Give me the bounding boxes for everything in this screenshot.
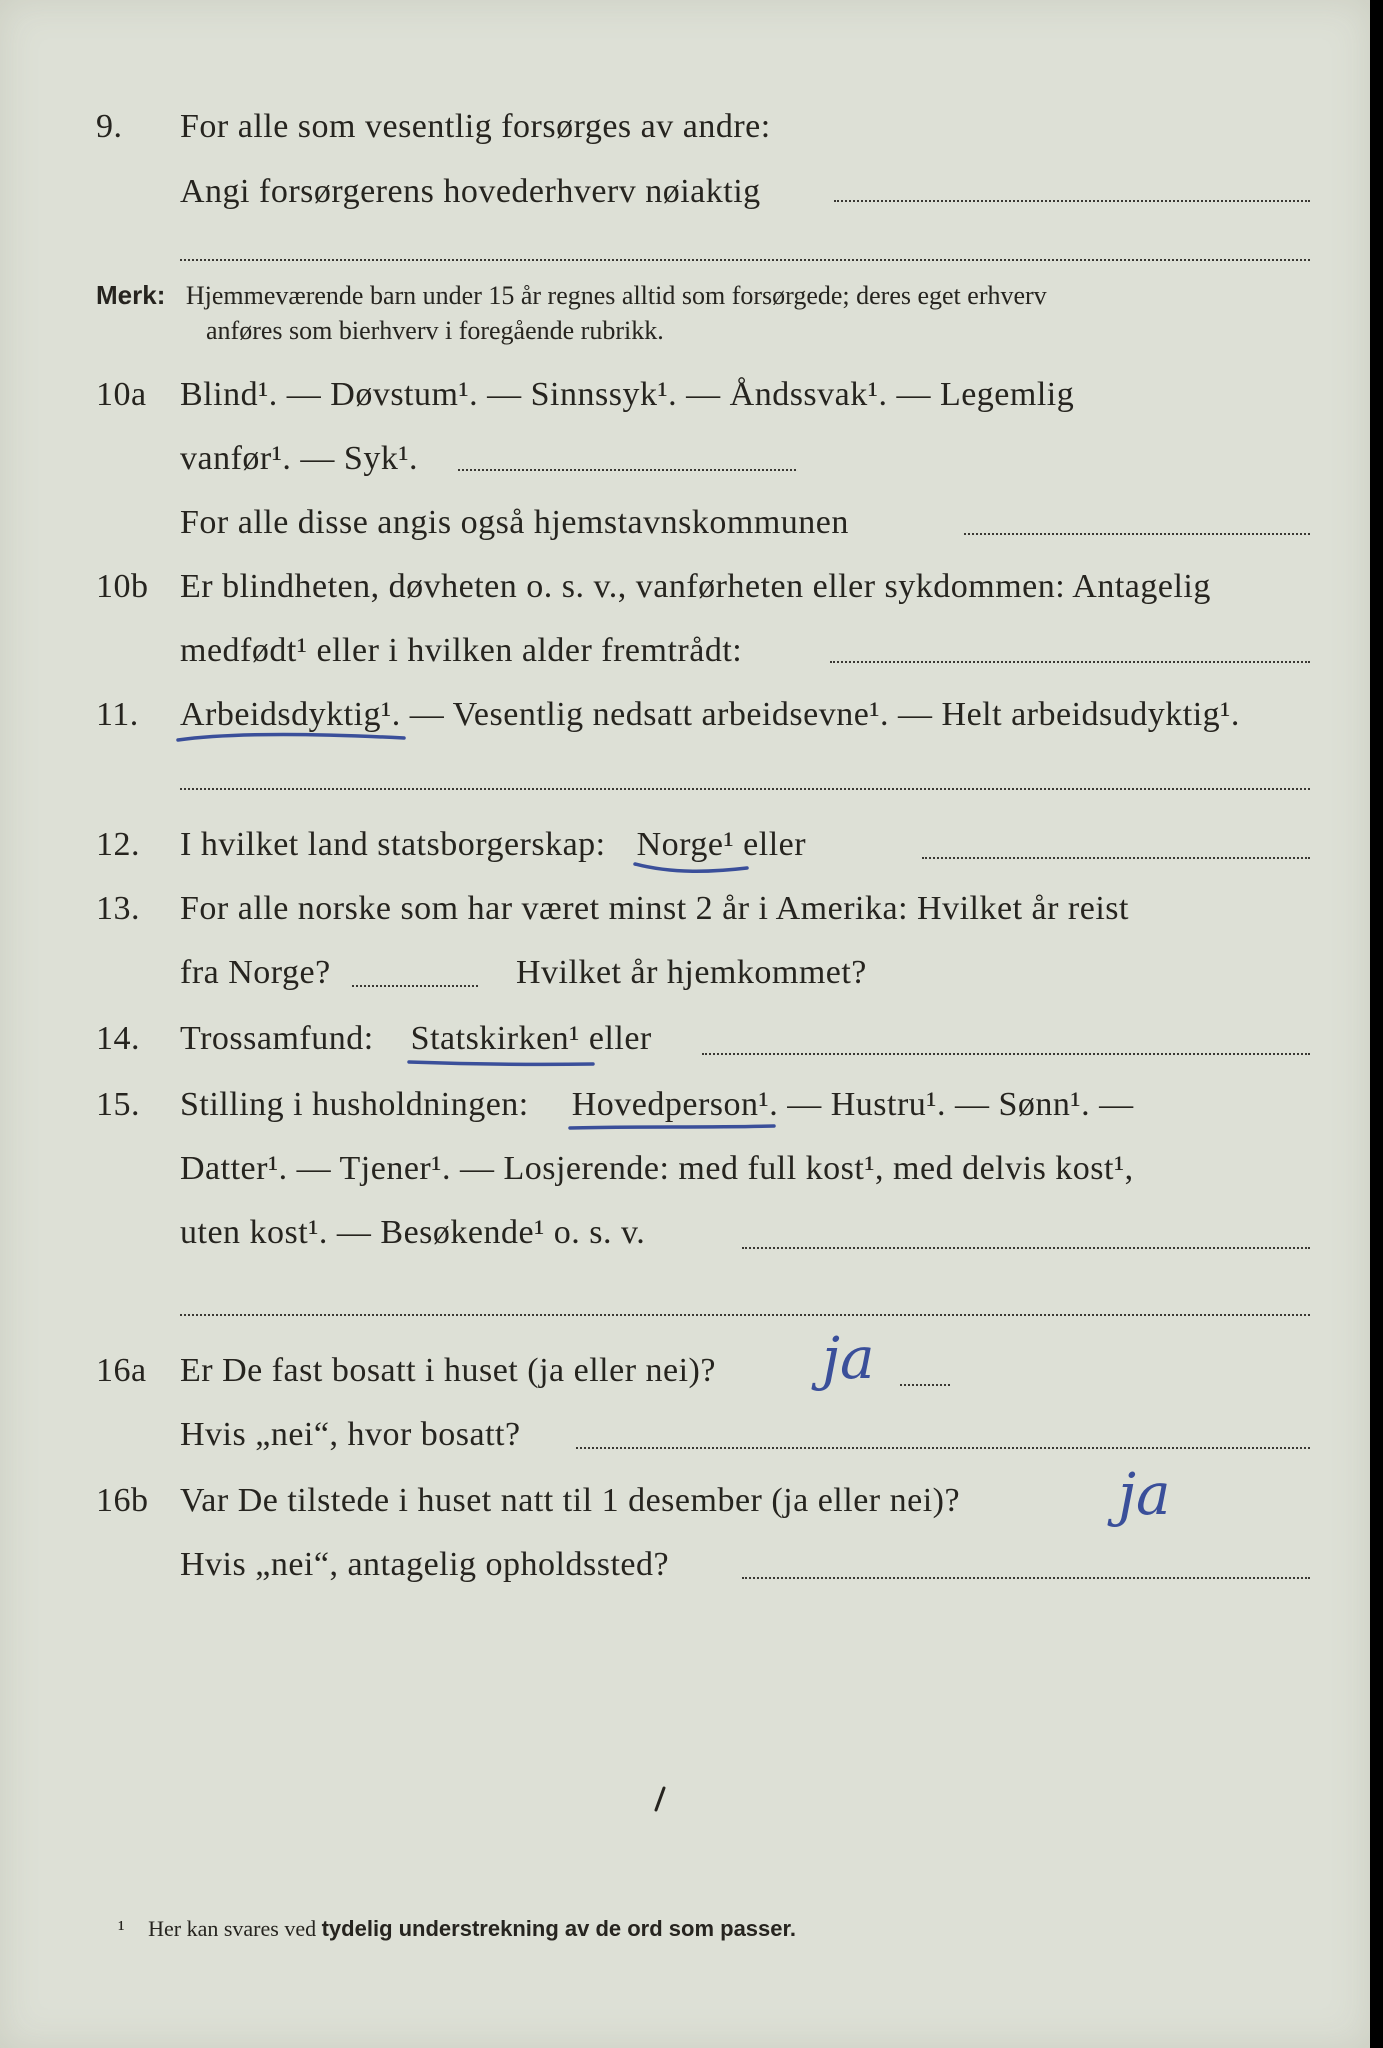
question-number: 10b <box>96 568 149 605</box>
pen-underline <box>407 1050 597 1072</box>
answer-field-13-reist[interactable] <box>352 985 478 987</box>
underlined-answer[interactable]: Norge <box>637 826 724 864</box>
pen-underline <box>568 1116 778 1138</box>
question-text: Er blindheten, døvheten o. s. v., vanførheten eller sykdommen: Antagelig <box>180 568 1211 605</box>
question-text: fra Norge? <box>180 954 331 991</box>
underlined-answer[interactable]: Hovedperson <box>572 1086 759 1124</box>
answer-field-10a-home[interactable] <box>964 533 1310 535</box>
note-merk-line2 <box>206 316 664 346</box>
question-number: 15. <box>96 1086 140 1123</box>
question-number: 16b <box>96 1482 149 1519</box>
note-merk <box>96 280 1047 311</box>
question-text: I hvilket land statsborgerskap: Norge ¹ eller <box>180 826 806 864</box>
pen-underline <box>633 856 753 878</box>
question-number: 13. <box>96 890 140 927</box>
question-text: Var De tilstede i huset natt til 1 desember (ja eller nei)? <box>180 1482 961 1519</box>
question-text: Datter¹. — Tjener¹. — Losjerende: med full kost¹, med delvis kost¹, <box>180 1150 1134 1187</box>
answer-field-16b-where[interactable] <box>742 1577 1310 1579</box>
answer-field-15b[interactable] <box>180 1314 1310 1316</box>
footnote-emphasis: tydelig understrekning av de ord som passer. <box>321 1916 796 1941</box>
note-text: anføres som bierhverv i foregående rubrikk. <box>206 316 664 345</box>
note-label: Merk: <box>96 280 166 310</box>
pen-underline <box>176 726 408 748</box>
answer-field-9b[interactable] <box>180 259 1310 261</box>
question-text: vanfør¹. — Syk¹. <box>180 440 419 477</box>
answer-field-16a-where[interactable] <box>576 1447 1310 1449</box>
footnote-text: Her kan svares ved <box>148 1916 317 1941</box>
handwritten-answer-16b[interactable]: ja <box>1118 1460 1171 1528</box>
question-text: Er De fast bosatt i huset (ja eller nei)? <box>180 1352 716 1389</box>
answer-field-10a[interactable] <box>458 469 796 471</box>
note-text: Hjemmeværende barn under 15 år regnes alltid som forsørgede; deres eget erhverv <box>185 281 1047 310</box>
handwritten-answer-16a[interactable]: ja <box>822 1324 875 1392</box>
question-text: medfødt¹ eller i hvilken alder fremtrådt: <box>180 632 743 669</box>
footnote-mark: ¹ <box>118 1916 125 1941</box>
underlined-answer[interactable]: Arbeidsdyktig <box>180 696 381 734</box>
answer-field-15[interactable] <box>742 1247 1310 1249</box>
question-number: 11. <box>96 696 139 733</box>
question-text: Blind¹. — Døvstum¹. — Sinnssyk¹. — Åndssvak¹. — Legemlig <box>180 376 1075 413</box>
question-text: Stilling i husholdningen: Hovedperson ¹. — Hustru¹. — Sønn¹. — <box>180 1086 1134 1124</box>
question-number: 9. <box>96 108 123 145</box>
question-text: uten kost¹. — Besøkende¹ o. s. v. <box>180 1214 646 1251</box>
question-number: 14. <box>96 1020 140 1057</box>
question-text: For alle som vesentlig forsørges av andre: <box>180 108 771 145</box>
question-text: Arbeidsdyktig ¹. — Vesentlig nedsatt arbeidsevne¹. — Helt arbeidsudyktig¹. <box>180 696 1240 734</box>
question-text: Hvilket år hjemkommet? <box>516 954 867 991</box>
question-text: For alle disse angis også hjemstavnskommunen <box>180 504 849 541</box>
question-text: Trossamfund: Statskirken ¹ eller <box>180 1020 652 1058</box>
answer-field-12[interactable] <box>922 857 1310 859</box>
question-number: 16a <box>96 1352 147 1389</box>
question-text: For alle norske som har været minst 2 år i Amerika: Hvilket år reist <box>180 890 1129 927</box>
answer-field-11[interactable] <box>180 788 1310 790</box>
answer-field-9a[interactable] <box>834 200 1310 202</box>
answer-field-16a[interactable] <box>900 1384 950 1386</box>
question-text: Hvis „nei“, antagelig opholdssted? <box>180 1546 670 1583</box>
footnote <box>118 1916 796 1942</box>
question-text: Hvis „nei“, hvor bosatt? <box>180 1416 521 1453</box>
question-number: 10a <box>96 376 147 413</box>
answer-field-10b[interactable] <box>830 661 1310 663</box>
answer-field-14[interactable] <box>702 1053 1310 1055</box>
question-number: 12. <box>96 826 140 863</box>
question-text: Angi forsørgerens hovederhverv nøiaktig <box>180 173 761 210</box>
underlined-answer[interactable]: Statskirken <box>411 1020 569 1058</box>
pen-mark <box>650 1786 670 1812</box>
